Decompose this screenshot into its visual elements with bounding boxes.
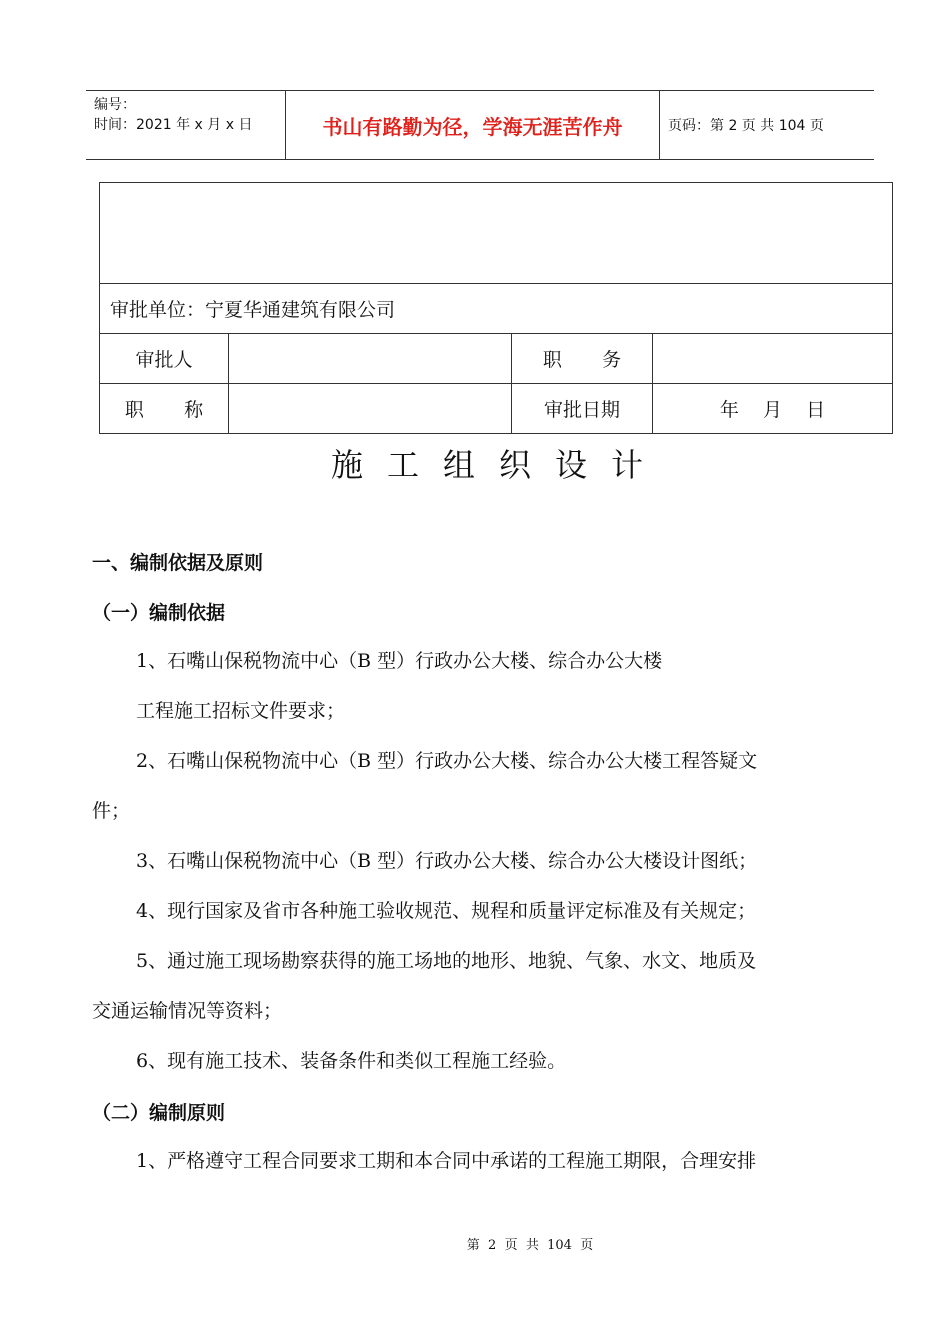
page-header xyxy=(86,90,874,160)
paragraph-principle-1: 1、严格遵守工程合同要求工期和本合同中承诺的工程施工期限，合理安排 xyxy=(136,1150,757,1172)
number-label: 编号： xyxy=(94,97,136,113)
paragraph-3: 3、石嘴山保税物流中心（B 型）行政办公大楼、综合办公大楼设计图纸； xyxy=(136,850,758,872)
header-page-label: 页码：第 2 页 共 104 页 xyxy=(668,118,824,134)
date-value: 年 月 日 xyxy=(653,384,893,434)
paragraph-4: 4、现行国家及省市各种施工验收规范、规程和质量评定标准及有关规定； xyxy=(136,900,757,922)
approver-label: 审批人 xyxy=(100,334,229,384)
subsection-principle-heading: （二）编制原则 xyxy=(92,1102,226,1124)
header-motto: 书山有路勤为径，学海无涯苦作舟 xyxy=(285,91,660,159)
position-value xyxy=(653,334,893,384)
approval-unit: 审批单位：宁夏华通建筑有限公司 xyxy=(100,284,893,334)
approval-blank-cell xyxy=(100,183,893,284)
date-label: 审批日期 xyxy=(512,384,653,434)
position-label: 职 务 xyxy=(512,334,653,384)
paragraph-2a: 2、石嘴山保税物流中心（B 型）行政办公大楼、综合办公大楼工程答疑文 xyxy=(136,750,758,772)
approver-value xyxy=(229,334,512,384)
subsection-basis-heading: （一）编制依据 xyxy=(92,602,226,624)
approval-table xyxy=(99,182,893,434)
paragraph-6: 6、现有施工技术、装备条件和类似工程施工经验。 xyxy=(136,1050,567,1072)
paragraph-1a: 1、石嘴山保税物流中心（B 型）行政办公大楼、综合办公大楼 xyxy=(136,650,663,672)
title-label: 职 称 xyxy=(100,384,229,434)
paragraph-5b: 交通运输情况等资料； xyxy=(92,1000,283,1022)
title-value xyxy=(229,384,512,434)
time-label: 时间：2021 年 x 月 x 日 xyxy=(94,117,253,133)
section-heading: 一、编制依据及原则 xyxy=(92,552,264,574)
header-left xyxy=(94,95,284,135)
paragraph-1b: 工程施工招标文件要求； xyxy=(136,700,346,722)
paragraph-5a: 5、通过施工现场勘察获得的施工场地的地形、地貌、气象、水文、地质及 xyxy=(136,950,757,972)
doc-title: 施工组织设计 xyxy=(330,446,667,484)
paragraph-2b: 件； xyxy=(92,800,131,822)
page-footer: 第 2 页 共 104 页 xyxy=(466,1238,594,1253)
